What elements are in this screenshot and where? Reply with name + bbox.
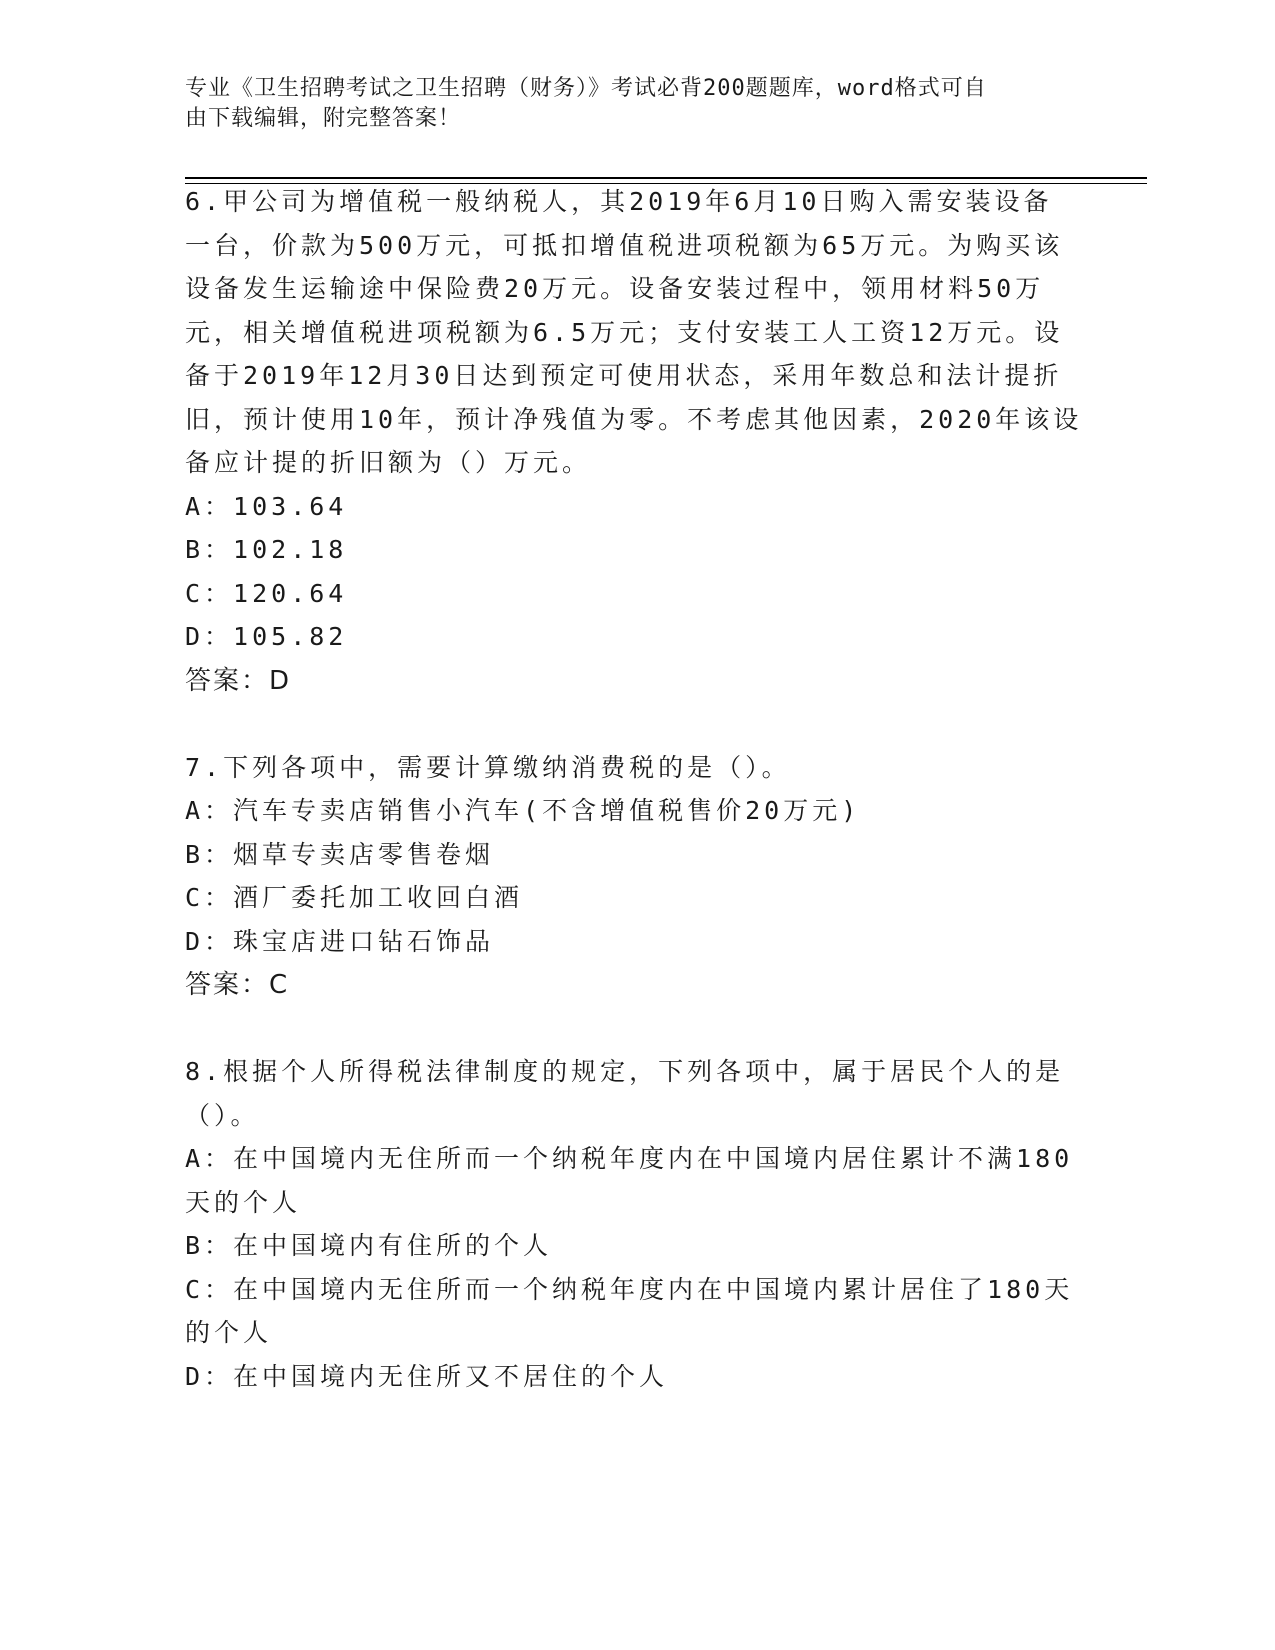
question-6-option-a: A：103.64	[185, 492, 348, 521]
question-7-option-d: D：珠宝店进口钻石饰品	[185, 927, 495, 956]
header-line-2: 由下载编辑，附完整答案！	[185, 106, 462, 131]
question-6-stem-line: 一台，价款为500万元，可抵扣增值税进项税额为65万元。为购买该	[185, 231, 1064, 260]
header-divider-thin	[185, 183, 1147, 184]
question-6-option-b: B：102.18	[185, 535, 348, 564]
question-7-option-a: A：汽车专卖店销售小汽车(不含增值税售价20万元)	[185, 796, 861, 825]
question-6-stem-line: 旧，预计使用10年，预计净残值为零。不考虑其他因素，2020年该设	[185, 405, 1083, 434]
question-8-option-c: C：在中国境内无住所而一个纳税年度内在中国境内累计居住了180天	[185, 1275, 1074, 1304]
header-divider	[185, 177, 1147, 179]
question-6-option-c: C：120.64	[185, 579, 348, 608]
question-8-option-d: D：在中国境内无住所又不居住的个人	[185, 1362, 669, 1391]
question-8-option-a: A：在中国境内无住所而一个纳税年度内在中国境内居住累计不满180	[185, 1144, 1074, 1173]
question-8-option-a-cont: 天的个人	[185, 1188, 302, 1217]
question-7-option-b: B：烟草专卖店零售卷烟	[185, 840, 495, 869]
question-7-answer: 答案：C	[185, 970, 290, 1000]
question-6-answer: 答案：D	[185, 666, 292, 696]
question-8-stem-line: （）。	[185, 1101, 260, 1130]
question-6-stem-line: 备于2019年12月30日达到预定可使用状态，采用年数总和法计提折	[185, 361, 1063, 390]
question-6-option-d: D：105.82	[185, 622, 348, 651]
question-8-option-b: B：在中国境内有住所的个人	[185, 1231, 553, 1260]
question-8-option-c-cont: 的个人	[185, 1318, 273, 1347]
question-7-option-c: C：酒厂委托加工收回白酒	[185, 883, 524, 912]
question-6-stem-line: 元，相关增值税进项税额为6.5万元；支付安装工人工资12万元。设	[185, 318, 1064, 347]
document-header	[185, 74, 1065, 134]
question-7-stem-line: 7.下列各项中，需要计算缴纳消费税的是（）。	[185, 753, 791, 782]
question-6-stem-line: 6.甲公司为增值税一般纳税人，其2019年6月10日购入需安装设备	[185, 187, 1053, 216]
header-line-1: 专业《卫生招聘考试之卫生招聘（财务）》考试必背200题题库，word格式可自	[185, 76, 987, 101]
question-6-stem-line: 设备发生运输途中保险费20万元。设备安装过程中，领用材料50万	[185, 274, 1045, 303]
question-6-stem-line: 备应计提的折旧额为（）万元。	[185, 448, 592, 477]
question-8-stem-line: 8.根据个人所得税法律制度的规定，下列各项中，属于居民个人的是	[185, 1057, 1065, 1086]
